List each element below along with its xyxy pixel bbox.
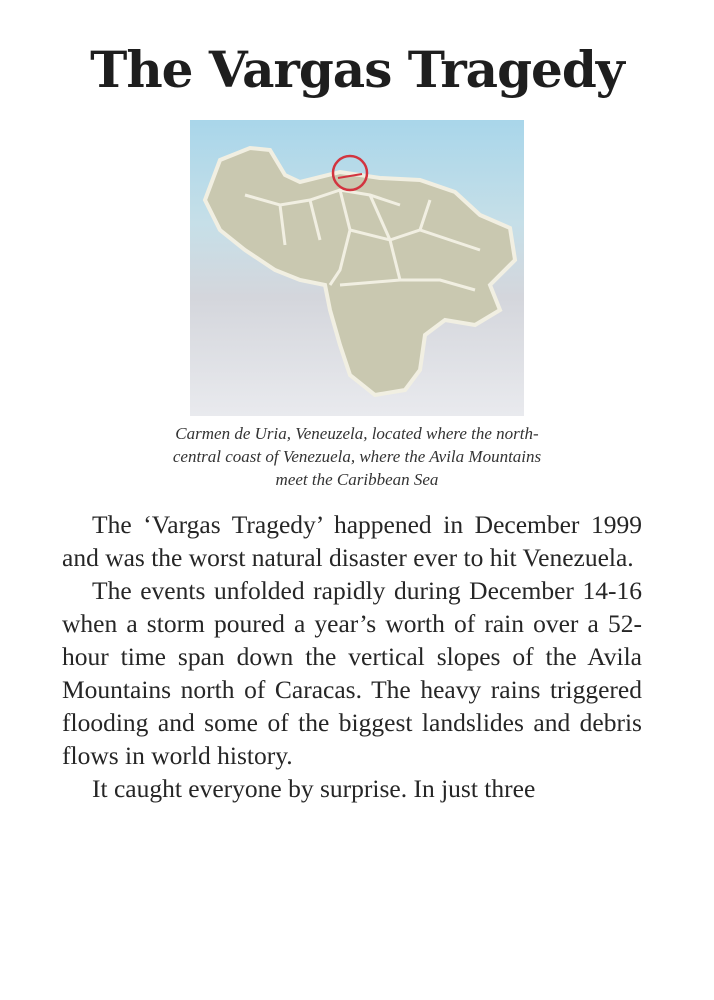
figure-caption: Carmen de Uria, Veneuzela, located where the north-central coast of Venezuela, where the Avila Mountains meet the Caribbean Sea: [172, 424, 542, 489]
page-title: The Vargas Tragedy: [90, 40, 624, 99]
venezuela-map-image: [190, 120, 524, 416]
paragraph: The events unfolded rapidly during December 14-16 when a storm poured a year’s worth of rain over a 52-hour time span down the vertical slopes of the Avila Mountains north of Caracas. The heavy rains triggered flooding and some of the biggest landslides and debris flows in world history.: [62, 576, 642, 770]
venezuela-map-figure: [190, 120, 524, 416]
paragraph: It caught everyone by surprise. In just three: [92, 774, 536, 803]
body-text: [62, 508, 642, 805]
paragraph: The ‘Vargas Tragedy’ happened in December 1999 and was the worst natural disaster ever to hit Venezuela.: [62, 510, 642, 572]
